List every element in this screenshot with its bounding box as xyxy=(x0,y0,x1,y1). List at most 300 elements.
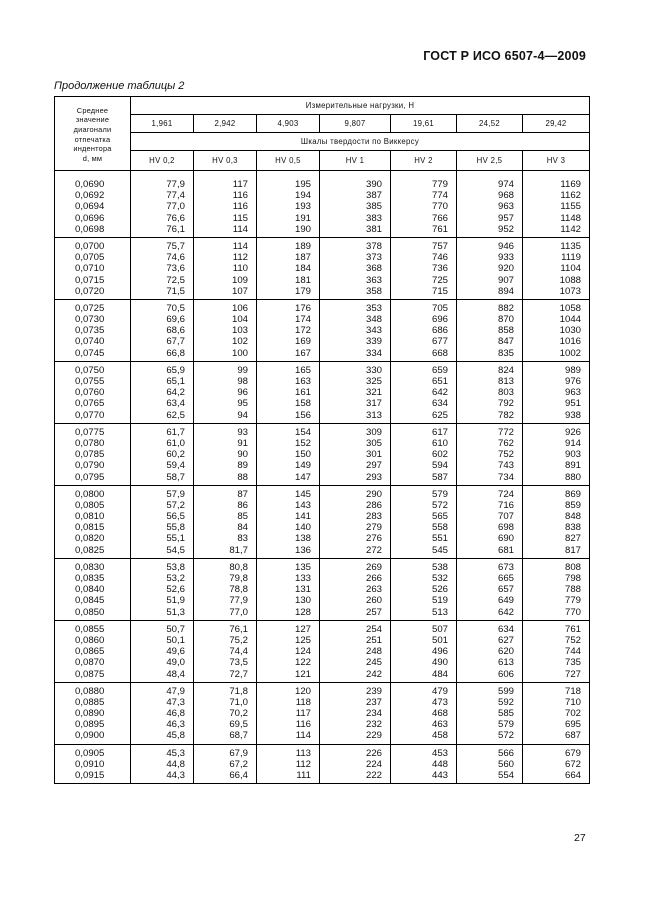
table-cell: 538 xyxy=(431,561,448,573)
table-cell: 473 xyxy=(431,696,448,708)
table-row-group xyxy=(55,361,590,423)
hardness-column xyxy=(131,237,194,299)
table-cell: 89 xyxy=(237,460,248,472)
table-cell: 70,5 xyxy=(166,302,185,314)
table-cell: 702 xyxy=(564,708,581,720)
table-cell: 334 xyxy=(365,347,382,359)
table-cell: 145 xyxy=(294,488,311,500)
table-cell: 858 xyxy=(497,325,514,337)
table-cell: 47,9 xyxy=(166,685,185,697)
table-cell: 165 xyxy=(294,364,311,376)
scale-header: HV 3 xyxy=(523,151,590,171)
table-cell: 0,0880 xyxy=(75,685,105,697)
hardness-column xyxy=(457,361,523,423)
table-cell: 566 xyxy=(497,747,514,759)
table-cell: 161 xyxy=(294,387,311,399)
load-header: 24,52 xyxy=(457,115,523,133)
table-cell: 613 xyxy=(497,657,514,669)
table-cell: 120 xyxy=(294,685,311,697)
hardness-column xyxy=(194,620,257,682)
table-cell: 77,4 xyxy=(166,190,185,202)
table-cell: 76,1 xyxy=(166,223,185,235)
table-cell: 687 xyxy=(564,730,581,742)
hardness-column xyxy=(257,620,320,682)
table-cell: 51,3 xyxy=(166,606,185,618)
table-caption: Продолжение таблицы 2 xyxy=(54,80,185,92)
table-cell: 894 xyxy=(497,285,514,297)
table-cell: 149 xyxy=(294,460,311,472)
table-cell: 698 xyxy=(497,522,514,534)
table-cell: 1142 xyxy=(560,223,581,235)
table-cell: 770 xyxy=(564,606,581,618)
table-cell: 835 xyxy=(497,347,514,359)
table-cell: 257 xyxy=(365,606,382,618)
load-header: 1,961 xyxy=(131,115,194,133)
table-cell: 77,0 xyxy=(166,201,185,213)
table-cell: 67,7 xyxy=(166,336,185,348)
table-cell: 62,5 xyxy=(166,409,185,421)
table-cell: 0,0715 xyxy=(75,274,105,286)
table-cell: 847 xyxy=(497,336,514,348)
table-cell: 772 xyxy=(497,426,514,438)
table-cell: 859 xyxy=(564,499,581,511)
table-cell: 174 xyxy=(294,314,311,326)
table-cell: 933 xyxy=(497,252,514,264)
table-cell: 620 xyxy=(497,646,514,658)
table-cell: 72,7 xyxy=(229,668,248,680)
table-cell: 0,0760 xyxy=(75,387,105,399)
table-cell: 0,0696 xyxy=(75,212,105,224)
table-cell: 1104 xyxy=(560,263,581,275)
table-cell: 147 xyxy=(294,471,311,483)
table-cell: 71,5 xyxy=(166,285,185,297)
table-cell: 0,0690 xyxy=(75,179,105,190)
table-cell: 672 xyxy=(564,758,581,770)
table-cell: 46,3 xyxy=(166,719,185,731)
table-cell: 762 xyxy=(497,437,514,449)
hardness-column xyxy=(457,558,523,620)
hardness-column xyxy=(320,485,391,558)
table-cell: 0,0785 xyxy=(75,449,105,461)
table-cell: 321 xyxy=(365,387,382,399)
table-cell: 181 xyxy=(294,274,311,286)
table-cell: 49,0 xyxy=(166,657,185,669)
table-cell: 679 xyxy=(564,747,581,759)
hardness-column xyxy=(257,237,320,299)
table-cell: 172 xyxy=(294,325,311,337)
hardness-column xyxy=(320,171,391,238)
table-cell: 599 xyxy=(497,685,514,697)
table-cell: 110 xyxy=(232,263,248,275)
table-cell: 0,0694 xyxy=(75,201,105,213)
table-cell: 190 xyxy=(294,223,311,235)
table-cell: 47,3 xyxy=(166,696,185,708)
table-cell: 1162 xyxy=(560,190,581,202)
table-cell: 526 xyxy=(431,584,448,596)
table-cell: 143 xyxy=(294,499,311,511)
table-cell: 501 xyxy=(431,634,448,646)
table-cell: 579 xyxy=(497,719,514,731)
table-cell: 81,7 xyxy=(229,544,248,556)
table-cell: 114 xyxy=(232,223,248,235)
table-cell: 330 xyxy=(365,364,382,376)
table-cell: 926 xyxy=(564,426,581,438)
hardness-column xyxy=(320,423,391,485)
table-cell: 131 xyxy=(294,584,311,596)
table-cell: 617 xyxy=(431,426,448,438)
table-row-group xyxy=(55,485,590,558)
table-cell: 0,0740 xyxy=(75,336,105,348)
table-cell: 112 xyxy=(232,252,248,264)
table-cell: 86 xyxy=(237,499,248,511)
table-cell: 260 xyxy=(365,595,382,607)
table-cell: 0,0775 xyxy=(75,426,105,438)
hardness-column xyxy=(131,361,194,423)
table-cell: 77,9 xyxy=(229,595,248,607)
table-cell: 0,0730 xyxy=(75,314,105,326)
table-cell: 135 xyxy=(294,561,311,573)
table-cell: 0,0815 xyxy=(75,522,105,534)
table-cell: 1073 xyxy=(559,285,581,297)
table-cell: 116 xyxy=(232,201,248,213)
table-cell: 70,2 xyxy=(229,708,248,720)
table-cell: 79,8 xyxy=(229,573,248,584)
table-cell: 880 xyxy=(564,471,581,483)
table-cell: 0,0825 xyxy=(75,544,105,556)
table-cell: 0,0780 xyxy=(75,437,105,449)
table-cell: 187 xyxy=(294,252,311,264)
table-cell: 957 xyxy=(497,212,514,224)
table-cell: 779 xyxy=(431,179,448,190)
table-cell: 0,0805 xyxy=(75,499,105,511)
table-cell: 116 xyxy=(295,719,311,731)
table-cell: 272 xyxy=(365,544,382,556)
table-cell: 634 xyxy=(431,398,448,410)
hardness-column xyxy=(457,237,523,299)
hardness-column xyxy=(391,485,457,558)
hardness-column xyxy=(194,299,257,361)
table-cell: 1169 xyxy=(560,179,581,190)
table-cell: 67,9 xyxy=(229,747,248,759)
hardness-column xyxy=(457,620,523,682)
hardness-column xyxy=(391,682,457,744)
table-cell: 150 xyxy=(294,449,311,461)
table-cell: 1119 xyxy=(561,252,581,264)
table-cell: 0,0698 xyxy=(75,223,105,235)
table-cell: 448 xyxy=(431,758,448,770)
table-cell: 74,4 xyxy=(229,646,248,658)
table-cell: 313 xyxy=(365,409,382,421)
hardness-column xyxy=(523,558,590,620)
scale-header: HV 0,3 xyxy=(194,151,257,171)
table-cell: 545 xyxy=(431,544,448,556)
standard-designation: ГОСТ Р ИСО 6507-4—2009 xyxy=(423,49,586,63)
table-cell: 610 xyxy=(431,437,448,449)
scale-header: HV 0,5 xyxy=(257,151,320,171)
load-header: 2,942 xyxy=(194,115,257,133)
load-header: 9,807 xyxy=(320,115,391,133)
table-cell: 72,5 xyxy=(166,274,185,286)
table-cell: 673 xyxy=(497,561,514,573)
table-cell: 383 xyxy=(365,212,382,224)
table-cell: 136 xyxy=(294,544,311,556)
table-cell: 195 xyxy=(294,179,311,190)
table-cell: 1002 xyxy=(559,347,581,359)
table-cell: 45,8 xyxy=(166,730,185,742)
table-cell: 77,0 xyxy=(229,606,248,618)
table-cell: 156 xyxy=(294,409,311,421)
table-row-group xyxy=(55,558,590,620)
table-cell: 1148 xyxy=(560,212,581,224)
table-cell: 152 xyxy=(294,437,311,449)
table-cell: 0,0885 xyxy=(75,696,105,708)
table-cell: 56,5 xyxy=(166,511,185,523)
table-cell: 594 xyxy=(431,460,448,472)
hardness-column xyxy=(131,423,194,485)
table-cell: 69,6 xyxy=(166,314,185,326)
table-cell: 870 xyxy=(497,314,514,326)
loads-title: Измерительные нагрузки, Н xyxy=(131,97,590,115)
stub-line: значение xyxy=(75,115,110,125)
table-cell: 0,0700 xyxy=(75,240,105,252)
table-cell: 686 xyxy=(431,325,448,337)
hardness-column xyxy=(131,485,194,558)
table-cell: 920 xyxy=(497,263,514,275)
table-cell: 0,0865 xyxy=(75,646,105,658)
table-cell: 57,9 xyxy=(166,488,185,500)
table-cell: 234 xyxy=(365,708,382,720)
hardness-column xyxy=(523,237,590,299)
hardness-column xyxy=(194,558,257,620)
table-cell: 484 xyxy=(431,668,448,680)
table-cell: 0,0835 xyxy=(75,573,105,584)
table-cell: 798 xyxy=(564,573,581,584)
table-cell: 343 xyxy=(365,325,382,337)
table-cell: 309 xyxy=(365,426,382,438)
diagonal-column xyxy=(55,237,131,299)
diagonal-column xyxy=(55,620,131,682)
table-cell: 63,4 xyxy=(166,398,185,410)
table-cell: 792 xyxy=(497,398,514,410)
table-cell: 167 xyxy=(294,347,311,359)
hardness-column xyxy=(131,299,194,361)
table-cell: 664 xyxy=(564,770,581,781)
scale-header: HV 0,2 xyxy=(131,151,194,171)
table-cell: 989 xyxy=(564,364,581,376)
table-cell: 71,0 xyxy=(229,696,248,708)
table-cell: 325 xyxy=(365,376,382,387)
table-cell: 251 xyxy=(365,634,382,646)
table-cell: 51,9 xyxy=(166,595,185,607)
table-cell: 507 xyxy=(431,623,448,635)
hardness-column xyxy=(320,237,391,299)
table-row-group xyxy=(55,682,590,744)
table-cell: 107 xyxy=(231,285,248,297)
table-cell: 65,1 xyxy=(166,376,185,387)
hardness-column xyxy=(257,171,320,238)
table-cell: 696 xyxy=(431,314,448,326)
table-cell: 75,7 xyxy=(166,240,185,252)
table-cell: 229 xyxy=(365,730,382,742)
table-cell: 0,0765 xyxy=(75,398,105,410)
table-cell: 94 xyxy=(237,409,248,421)
table-cell: 914 xyxy=(564,437,581,449)
hardness-column xyxy=(523,620,590,682)
hardness-column xyxy=(523,485,590,558)
load-header: 19,61 xyxy=(391,115,457,133)
table-cell: 752 xyxy=(497,449,514,461)
hardness-column xyxy=(391,299,457,361)
table-cell: 0,0840 xyxy=(75,584,105,596)
table-cell: 642 xyxy=(431,387,448,399)
table-cell: 254 xyxy=(365,623,382,635)
table-cell: 127 xyxy=(294,623,311,635)
table-cell: 951 xyxy=(564,398,581,410)
table-cell: 1016 xyxy=(559,336,581,348)
hardness-column xyxy=(523,299,590,361)
scale-header: HV 1 xyxy=(320,151,391,171)
hardness-column xyxy=(523,361,590,423)
table-cell: 976 xyxy=(564,376,581,387)
table-cell: 891 xyxy=(564,460,581,472)
table-cell: 946 xyxy=(497,240,514,252)
table-cell: 817 xyxy=(564,544,581,556)
table-cell: 66,4 xyxy=(229,770,248,781)
table-cell: 0,0770 xyxy=(75,409,105,421)
table-cell: 725 xyxy=(431,274,448,286)
table-cell: 0,0800 xyxy=(75,488,105,500)
table-cell: 76,6 xyxy=(166,212,185,224)
table-cell: 0,0890 xyxy=(75,708,105,720)
table-cell: 560 xyxy=(497,758,514,770)
table-cell: 381 xyxy=(365,223,382,235)
table-cell: 128 xyxy=(294,606,311,618)
table-cell: 0,0905 xyxy=(75,747,105,759)
table-cell: 579 xyxy=(431,488,448,500)
table-cell: 0,0860 xyxy=(75,634,105,646)
table-cell: 194 xyxy=(294,190,311,202)
table-row-group xyxy=(55,171,590,238)
hardness-column xyxy=(391,237,457,299)
table-cell: 49,6 xyxy=(166,646,185,658)
table-row-group xyxy=(55,237,590,299)
table-cell: 681 xyxy=(497,544,514,556)
table-cell: 169 xyxy=(294,336,311,348)
table-cell: 125 xyxy=(294,634,311,646)
table-cell: 276 xyxy=(365,533,382,545)
table-cell: 824 xyxy=(497,364,514,376)
table-cell: 358 xyxy=(365,285,382,297)
table-cell: 0,0735 xyxy=(75,325,105,337)
table-cell: 0,0870 xyxy=(75,657,105,669)
table-cell: 140 xyxy=(294,522,311,534)
table-cell: 677 xyxy=(431,336,448,348)
table-cell: 390 xyxy=(365,179,382,190)
table-cell: 189 xyxy=(294,240,311,252)
table-cell: 54,5 xyxy=(166,544,185,556)
table-cell: 45,3 xyxy=(166,747,185,759)
table-cell: 710 xyxy=(564,696,581,708)
table-cell: 64,2 xyxy=(166,387,185,399)
hardness-column xyxy=(194,744,257,784)
table-cell: 301 xyxy=(365,449,382,461)
hardness-table xyxy=(54,96,590,784)
table-cell: 87 xyxy=(237,488,248,500)
table-cell: 479 xyxy=(431,685,448,697)
table-cell: 67,2 xyxy=(229,758,248,770)
table-cell: 0,0855 xyxy=(75,623,105,635)
table-cell: 60,2 xyxy=(166,449,185,461)
table-cell: 112 xyxy=(295,758,311,770)
table-cell: 903 xyxy=(564,449,581,461)
table-cell: 0,0875 xyxy=(75,668,105,680)
scale-header: HV 2 xyxy=(391,151,457,171)
diagonal-column xyxy=(55,171,131,238)
hardness-column xyxy=(391,558,457,620)
table-cell: 73,6 xyxy=(166,263,185,275)
hardness-column xyxy=(457,682,523,744)
table-cell: 779 xyxy=(564,595,581,607)
table-cell: 1044 xyxy=(559,314,581,326)
load-header: 29,42 xyxy=(523,115,590,133)
table-cell: 93 xyxy=(237,426,248,438)
table-cell: 232 xyxy=(365,719,382,731)
hardness-column xyxy=(194,237,257,299)
table-cell: 707 xyxy=(497,511,514,523)
table-cell: 348 xyxy=(365,314,382,326)
table-cell: 572 xyxy=(497,730,514,742)
table-cell: 627 xyxy=(497,634,514,646)
table-cell: 0,0845 xyxy=(75,595,105,607)
table-cell: 68,6 xyxy=(166,325,185,337)
table-cell: 154 xyxy=(294,426,311,438)
table-cell: 0,0755 xyxy=(75,376,105,387)
table-cell: 69,5 xyxy=(229,719,248,731)
table-cell: 642 xyxy=(497,606,514,618)
table-cell: 263 xyxy=(365,584,382,596)
table-cell: 558 xyxy=(431,522,448,534)
hardness-column xyxy=(131,558,194,620)
table-cell: 808 xyxy=(564,561,581,573)
table-cell: 57,2 xyxy=(166,499,185,511)
table-cell: 224 xyxy=(365,758,382,770)
table-cell: 1155 xyxy=(560,201,581,213)
table-cell: 659 xyxy=(431,364,448,376)
table-cell: 770 xyxy=(431,201,448,213)
hardness-column xyxy=(391,171,457,238)
page-number: 27 xyxy=(574,832,586,844)
table-cell: 690 xyxy=(497,533,514,545)
table-row-group xyxy=(55,299,590,361)
table-cell: 734 xyxy=(497,471,514,483)
hardness-column xyxy=(131,744,194,784)
table-cell: 554 xyxy=(497,770,514,781)
table-cell: 76,1 xyxy=(229,623,248,635)
table-cell: 71,8 xyxy=(229,685,248,697)
table-cell: 378 xyxy=(365,240,382,252)
table-cell: 109 xyxy=(231,274,248,286)
table-cell: 974 xyxy=(497,179,514,190)
hardness-column xyxy=(257,485,320,558)
table-cell: 665 xyxy=(497,573,514,584)
table-cell: 73,5 xyxy=(229,657,248,669)
hardness-column xyxy=(131,620,194,682)
table-cell: 443 xyxy=(431,770,448,781)
diagonal-column xyxy=(55,423,131,485)
diagonal-column xyxy=(55,485,131,558)
table-cell: 585 xyxy=(497,708,514,720)
table-cell: 95 xyxy=(237,398,248,410)
